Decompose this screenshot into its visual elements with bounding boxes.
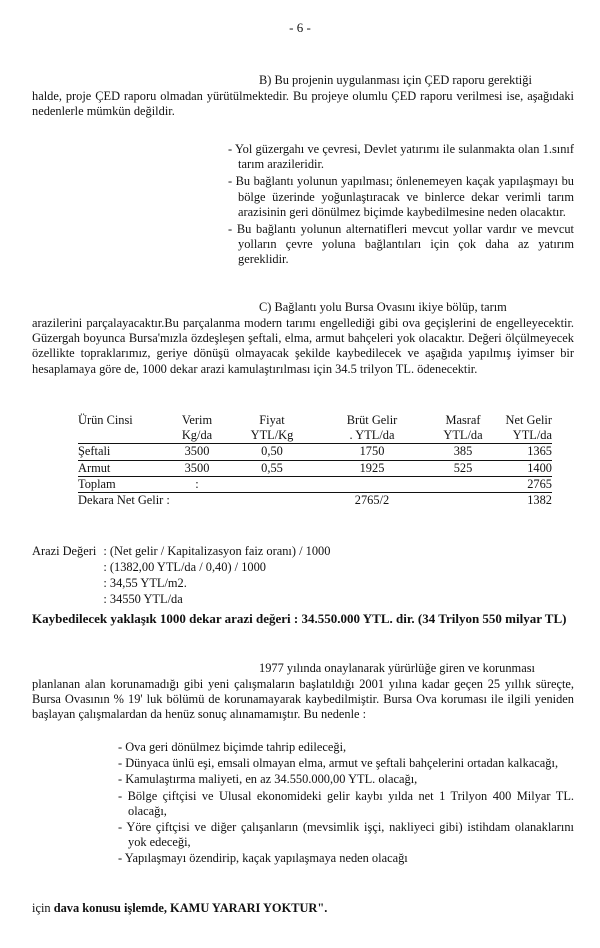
conclusion-bold: dava konusu işlemde, KAMU YARARI YOKTUR". xyxy=(53,901,328,915)
header-cell: YTL/Kg xyxy=(224,428,320,444)
list-item: - Yapılaşmayı özendirip, kaçak yapılaşmaya neden olacağı xyxy=(118,851,408,866)
header-cell: YTL/da xyxy=(424,428,502,444)
list-item: - Kamulaştırma maliyeti, en az 34.550.000,00 YTL. olacağı, xyxy=(118,772,418,787)
list-item: - Bu bağlantı yolunun alternatifleri mevcut yollar vardır ve mevcut yolların çevre yoluna bağlantıları için çok daha az yatırım gereklidir. xyxy=(228,222,574,267)
table-cell: 525 xyxy=(424,460,502,476)
list-item: - Yol güzergahı ve çevresi, Devlet yatırımı ile sulanmakta olan 1.sınıf tarım arazileridir. xyxy=(228,142,574,172)
yield-table xyxy=(78,413,552,508)
land-value-calc xyxy=(32,544,338,608)
table-cell: Armut xyxy=(78,460,170,476)
table-cell: 1365 xyxy=(502,444,552,460)
conclusion-prefix: için xyxy=(32,901,54,915)
header-cell: Kg/da xyxy=(170,428,224,444)
calc-line: : 34,55 YTL/m2. xyxy=(103,576,187,591)
section-b-paragraph: halde, proje ÇED raporu olmadan yürütülmektedir. Bu projeye olumlu ÇED raporu verilmesi ise, aşağıdaki nedenlerle mümkün değildir. xyxy=(32,89,574,119)
table-cell: 3500 xyxy=(170,444,224,460)
list-item: - Dünyaca ünlü eşi, emsali olmayan elma, armut ve şeftali bahçelerini ortadan kalkacağı, xyxy=(118,756,559,771)
table-per-decare-row xyxy=(78,493,552,509)
per-decare-net: 1382 xyxy=(527,493,552,508)
table-cell: Şeftali xyxy=(78,444,170,460)
table-cell: 1400 xyxy=(502,460,552,476)
land-value-statement: Kaybedilecek yaklaşık 1000 dekar arazi değeri : 34.550.000 YTL. dir. (34 Trilyon 550 milyar TL) xyxy=(32,611,567,626)
total-colon: : xyxy=(170,476,224,492)
total-value: 2765 xyxy=(502,476,552,492)
table-total-row xyxy=(78,476,552,492)
list-item: - Ova geri dönülmez biçimde tahrip edileceği, xyxy=(118,740,347,754)
list-item: - Bölge çiftçisi ve Ulusal ekonomideki gelir kaybı yılda net 1 Trilyon 400 Milyar TL. olacağı, xyxy=(118,788,574,818)
table-header-row xyxy=(78,428,552,444)
section-c-paragraph: arazilerini parçalayacaktır.Bu parçalanma modern tarımı engellediği gibi ova geçişlerini de engelleyecektir. Güzergah boyunca Bursa'mızla özdeşleşen şeftali, elma, armut bahçeleri yok olacaktır. Değeri ölçülmeyecek özellikte topraklarımız, geriye dönüşü olmayacak şekilde kaybedilecek ve aşağıda yapılmış iyimser bir hesaplamaya göre de, 1000 dekar arazi kamulaştırılması için 34.5 trilyon TL. ödenecektir. xyxy=(32,316,574,376)
page-number: - 6 - xyxy=(289,20,311,35)
list-item: - Yöre çiftçisi ve diğer çalışanların (mevsimlik işçi, nakliyeci gibi) istihdam olanaklarını yok edeceği, xyxy=(118,820,574,850)
table-cell: 0,55 xyxy=(224,460,320,476)
table-cell: 0,50 xyxy=(224,444,320,460)
header-cell: Masraf xyxy=(445,413,481,427)
consequence-list xyxy=(118,740,574,867)
final-paragraph: planlanan alan korunamadığı gibi yeni çalışmaların başlatıldığı 2001 yılına kadar geçen 25 yıllık süreçte, Bursa Ovasının % 19' luk bölümü de korunamayarak kaybedilmiştir. Bursa Ova koruması ile ilgili yeniden başlayan çalışmalardan da henüz sonuç alınamamıştır. Bu nedenle : xyxy=(32,677,574,722)
section-c-first-line: C) Bağlantı yolu Bursa Ovasını ikiye bölüp, tarım xyxy=(259,300,507,314)
table-cell: 1925 xyxy=(320,460,424,476)
total-label: Toplam xyxy=(78,476,170,492)
conclusion xyxy=(32,901,574,916)
calc-line: : (Net gelir / Kapitalizasyon faiz oranı) / 1000 xyxy=(103,544,331,559)
table-cell: 3500 xyxy=(170,460,224,476)
section-b-first-line: B) Bu projenin uygulanması için ÇED raporu gerektiği xyxy=(259,73,532,87)
header-cell: Net Gelir xyxy=(505,413,552,427)
table-row xyxy=(78,460,552,476)
per-decare-brut: 2765/2 xyxy=(354,493,390,508)
calc-line: : (1382,00 YTL/da / 0,40) / 1000 xyxy=(103,560,266,575)
header-cell: YTL/da xyxy=(502,428,552,444)
header-cell: Verim xyxy=(181,413,213,427)
section-b-bullets xyxy=(228,142,574,268)
table-cell: 1750 xyxy=(320,444,424,460)
calc-line: : 34550 YTL/da xyxy=(103,592,183,607)
per-decare-label: Dekara Net Gelir : xyxy=(78,493,170,508)
header-cell: Ürün Cinsi xyxy=(78,413,133,427)
header-cell xyxy=(78,428,170,444)
header-cell: Fiyat xyxy=(259,413,285,427)
header-cell: Brüt Gelir xyxy=(346,413,398,427)
table-cell: 385 xyxy=(424,444,502,460)
calc-label: Arazi Değeri xyxy=(32,544,97,559)
table-header-row xyxy=(78,413,552,428)
final-para-first-line: 1977 yılında onaylanarak yürürlüğe giren ve korunması xyxy=(259,661,535,675)
table-row xyxy=(78,444,552,460)
header-cell: . YTL/da xyxy=(320,428,424,444)
list-item: - Bu bağlantı yolunun yapılması; önlenemeyen kaçak yapılaşmayı bu bölge üzerinde yoğunlaştıracak ve binlerce dekar verimli tarım arazisinin geri dönülmez biçimde kaybedilmesine neden olacaktır. xyxy=(228,174,574,219)
